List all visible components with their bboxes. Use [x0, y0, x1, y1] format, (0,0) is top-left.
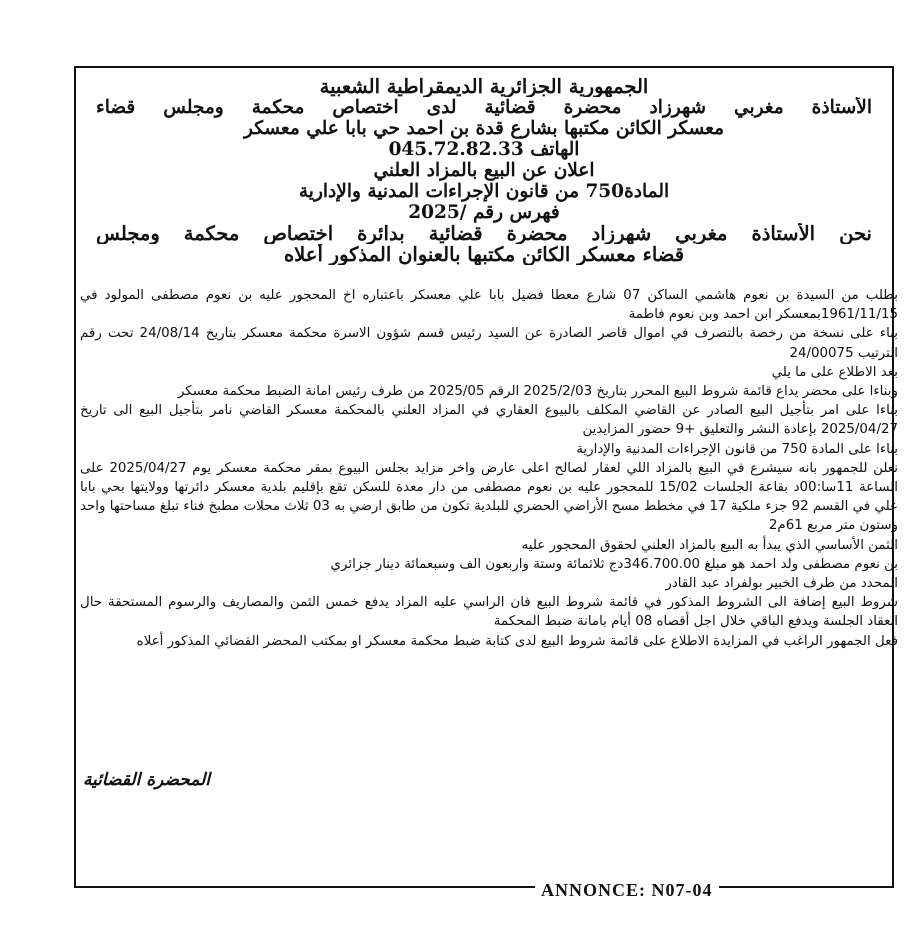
bailiff-statement-cont: قضاء معسكر الكائن مكتبها بالعنوان المذكور أعلاه	[283, 244, 685, 265]
paragraph-public: فعل الجمهور الراغب في المزايدة الاطلاع على قائمة شروط البيع لدى كتابة ضبط محكمة معسكر او بمكتب المحضر القضائي المذكور أعلاه	[136, 633, 898, 649]
legal-article: المادة750 من قانون الإجراءات المدنية والإدارية	[298, 181, 670, 202]
paragraph-expert: المحدد من طرف الخبير بولفراد عبد القادر	[665, 576, 898, 592]
paragraph-request: بطلب من السيدة بن نعوم هاشمي الساكن 07 شارع معطا فضيل بابا علي معسكر باعتباره اخ المحجور عليه بن نعوم مصطفى المولود في 1961/11/15بمعسكر ابن احمد وبن نعوم فاطمة	[80, 288, 899, 323]
annonce-number: ANNONCE: N07-04	[535, 880, 719, 901]
paragraph-announcement: نعلن للجمهور بانه سيشرع في البيع بالمزاد اللي لعقار لصالح اعلى عارض واخر مزايد بجلس البيوع بمقر محكمة معسكر يوم 2025/04/27 على الساعة 11سا:00د بقاعة الجلسات 15/02 للمحجور عليه بن نعوم مصطفى من دار معدة للسكن تقع بإقليم بلدية معسكر دائرتها وولايتها بحي بابا علي في القسم 92 جزء ملكية 17 في مخطط مسح الأراضي الحضري للبلدية تكون من طابق ارضي به 03 ثلاث محلات مطبخ فناء تبلغ مساحتها واحد وستون متر مربع 61م2	[80, 460, 899, 534]
signature: المحضرة القضائية	[82, 770, 210, 790]
index-number: فهرس رقم /2025	[408, 202, 560, 223]
paragraph-postponement: بناءا على امر بتأجيل البيع الصادر عن القاضي المكلف بالبيوع العقاري في المزاد العلني بالمحكمة معسكر القاضي نامر بتأجيل البيع الى تاريخ 2025/04/27 بإعادة النشر والتعليق +9 حضور المزايدين	[80, 403, 898, 438]
paragraph-base-price: الثمن الأساسي الذي يبدأ به البيع بالمزاد العلني لحقوق المحجور عليه	[521, 537, 898, 553]
paragraph-license: بناء على نسخة من رخصة بالتصرف في اموال قاصر الصادرة عن السيد رئيس قسم شؤون الاسرة محكمة معسكر بتاريخ 24/08/14 تحت رقم الترتيب 24/00075	[80, 326, 899, 361]
paragraph-after-review: بعد الاطلاع على ما يلي	[771, 364, 898, 380]
bailiff-statement: نحن الأستاذة مغربي شهرزاد محضرة قضائية بدائرة اختصاص محكمة ومجلس	[96, 223, 872, 244]
bailiff-title: الأستاذة مغربي شهرزاد محضرة قضائية لدى اختصاص محكمة ومجلس قضاء	[96, 97, 872, 118]
notice-body	[80, 286, 898, 651]
republic-title: الجمهورية الجزائرية الديمقراطية الشعبية	[319, 76, 649, 97]
paragraph-deposit: وبناءا على محضر يداع قائمة شروط البيع المحرر بتاريخ 2025/2/03 الرقم 2025/05 من طرف رئيس امانة الضبط محكمة معسكر	[177, 384, 898, 400]
bailiff-address: معسكر الكائن مكتبها بشارع قدة بن احمد حي بابا علي معسكر	[244, 118, 724, 139]
paragraph-article: بناءا على المادة 750 من قانون الإجراءات المدنية والإدارية	[576, 441, 898, 457]
paragraph-conditions: شروط البيع إضافة الى الشروط المذكور في قائمة شروط البيع فان الراسي عليه المزاد يدفع خمس الثمن والمصاريف والرسوم المستحقة حال انعقاد الجلسة ويدفع الباقي خلال اجل أقصاه 08 أيام بامانة ضبط المحكمة	[80, 595, 898, 630]
paragraph-amount: بن نعوم مصطفى ولد احمد هو مبلغ 346.700.00دج ثلاثمائة وستة واربعون الف وسبعمائة دينار جزائري	[330, 556, 898, 572]
phone-number: الهاتف 045.72.82.33	[388, 139, 580, 160]
announcement-title: اعلان عن البيع بالمزاد العلني	[373, 160, 595, 181]
notice-header	[74, 76, 894, 265]
